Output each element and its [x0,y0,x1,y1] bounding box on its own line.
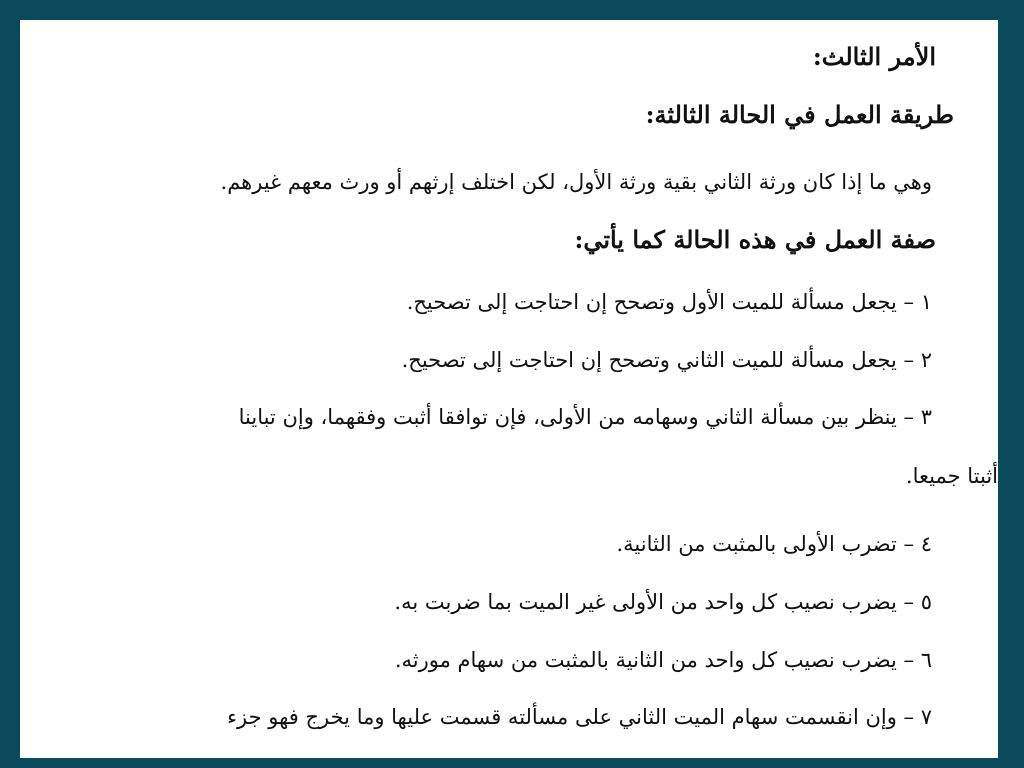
step-5: ٥ – يضرب نصيب كل واحد من الأولى غير الميت بما ضربت به. [394,590,932,614]
step-1: ١ – يجعل مسألة للميت الأول وتصحح إن احتاجت إلى تصحيح. [406,290,932,314]
method-heading: طريقة العمل في الحالة الثالثة: [645,100,954,129]
slide-page [20,20,998,758]
step-6: ٦ – يضرب نصيب كل واحد من الثانية بالمثبت من سهام مورثه. [394,648,932,672]
intro-paragraph: وهي ما إذا كان ورثة الثاني بقية ورثة الأول، لكن اختلف إرثهم أو ورث معهم غيرهم. [220,170,932,194]
procedure-heading: صفة العمل في هذه الحالة كما يأتي: [574,225,936,254]
step-7: ٧ – وإن انقسمت سهام الميت الثاني على مسألته قسمت عليها وما يخرج فهو جزء [227,705,932,729]
step-3: ٣ – ينظر بين مسألة الثاني وسهامه من الأولى، فإن توافقا أثبت وفقهما، وإن تباينا [238,405,932,429]
step-2: ٢ – يجعل مسألة للميت الثاني وتصحح إن احتاجت إلى تصحيح. [401,348,932,372]
step-3-continued: أثبتا جميعا. [905,464,998,488]
step-4: ٤ – تضرب الأولى بالمثبت من الثانية. [616,532,932,556]
section-heading: الأمر الثالث: [812,42,936,71]
